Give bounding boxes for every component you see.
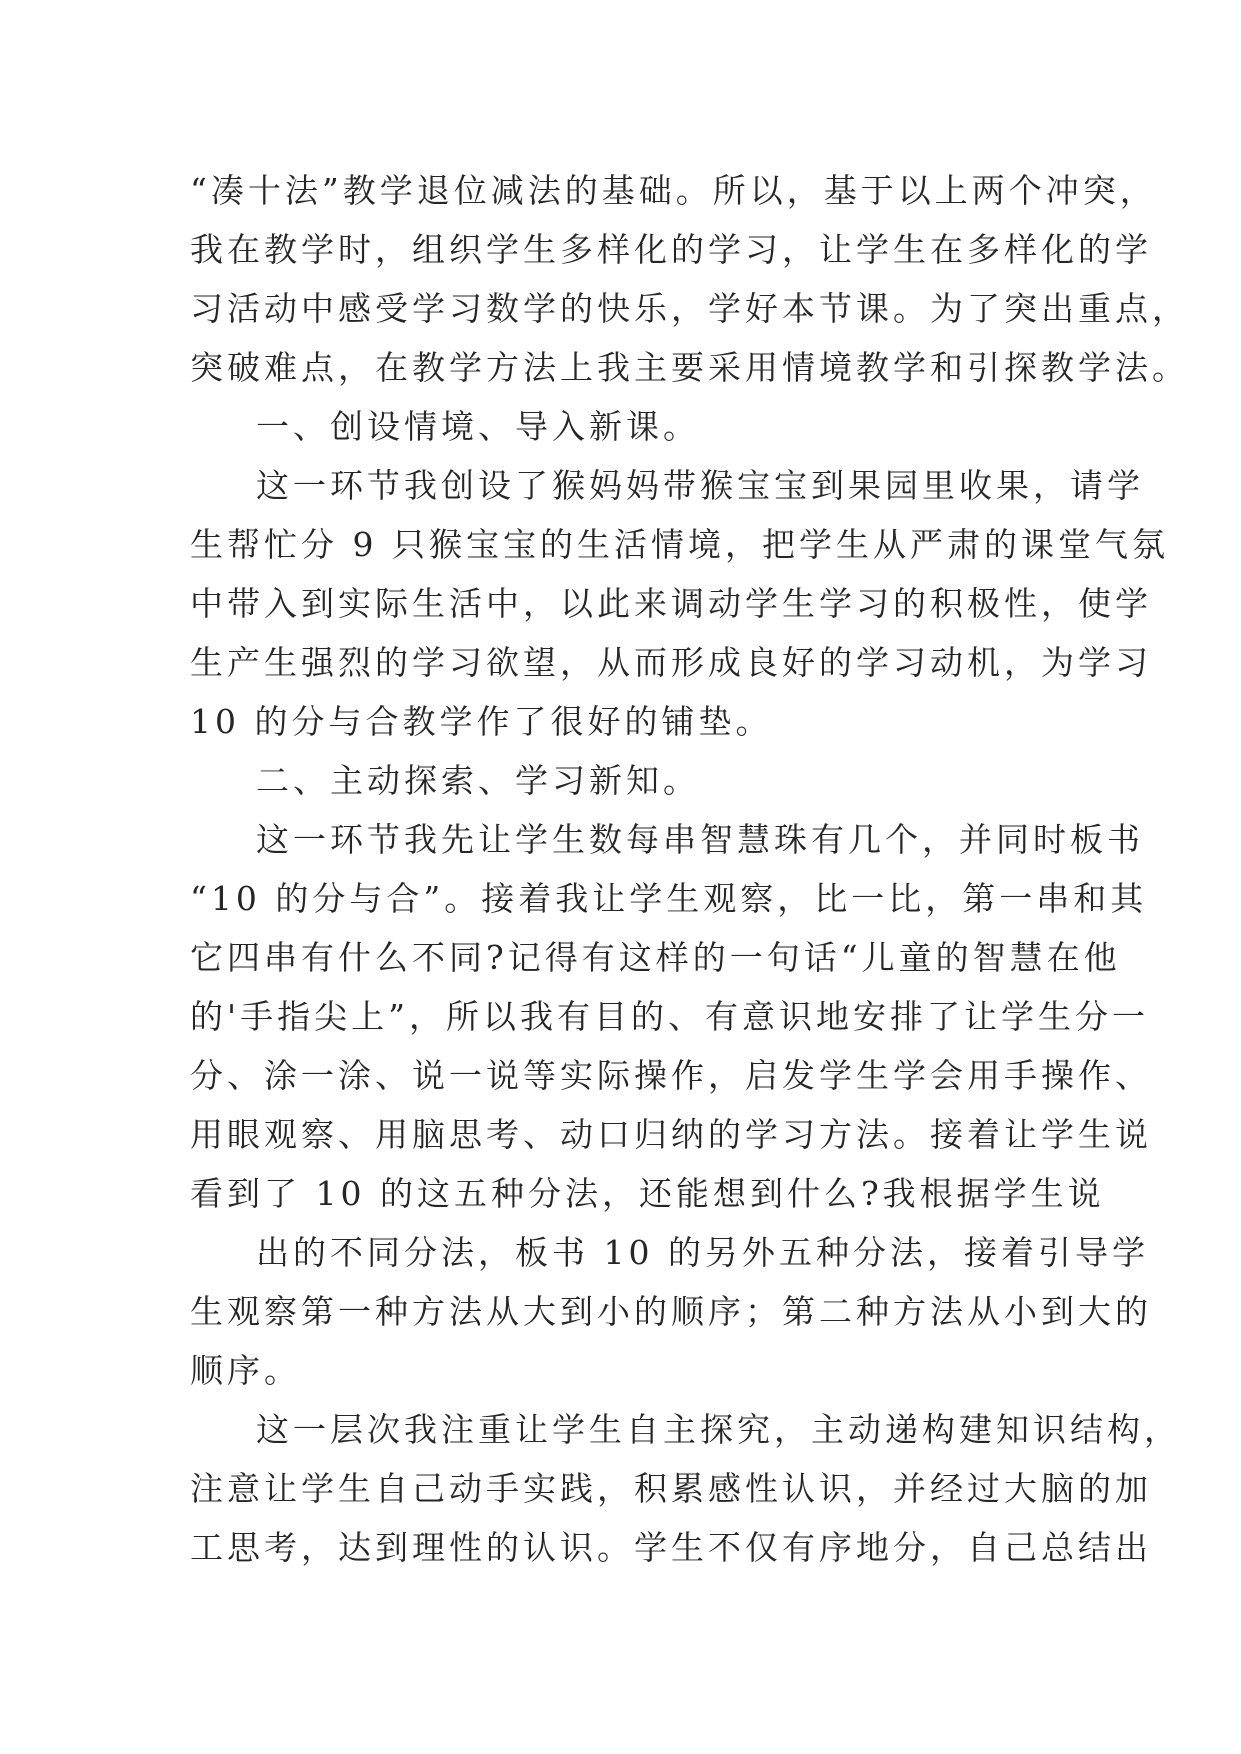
text-line: 用眼观察、用脑思考、动口归纳的学习方法。接着让学生说: [190, 1115, 1152, 1154]
text-line: 工思考，达到理性的认识。学生不仅有序地分，自己总结出: [190, 1528, 1152, 1567]
text-line: 10 的分与合教学作了很好的铺垫。: [190, 702, 773, 741]
section-heading: 二、主动探索、学习新知。: [256, 761, 700, 800]
text-line: 出的不同分法，板书 10 的另外五种分法，接着引导学: [256, 1233, 1149, 1272]
text-line: “凑十法”教学退位减法的基础。所以，基于以上两个冲突，: [190, 171, 1157, 210]
text-line: 生观察第一种方法从大到小的顺序；第二种方法从小到大的: [190, 1292, 1152, 1331]
text-line: 习活动中感受学习数学的快乐，学好本节课。为了突出重点，: [190, 289, 1189, 328]
text-line: 看到了 10 的这五种分法，还能想到什么?我根据学生说: [190, 1174, 1105, 1213]
text-line: 分、涂一涂、说一说等实际操作，启发学生学会用手操作、: [190, 1056, 1152, 1095]
text-line: 这一环节我先让学生数每串智慧珠有几个，并同时板书: [256, 820, 1144, 859]
text-line: 注意让学生自己动手实践，积累感性认识，并经过大脑的加: [190, 1469, 1152, 1508]
text-line: 中带入到实际生活中，以此来调动学生学习的积极性，使学: [190, 584, 1152, 623]
text-line: 这一环节我创设了猴妈妈带猴宝宝到果园里收果，请学: [256, 466, 1144, 505]
text-line: 它四串有什么不同?记得有这样的一句话“儿童的智慧在他: [190, 938, 1121, 977]
text-line: 生帮忙分 9 只猴宝宝的生活情境，把学生从严肃的课堂气氛: [190, 525, 1169, 564]
text-line: 生产生强烈的学习欲望，从而形成良好的学习动机，为学习: [190, 643, 1152, 682]
text-line: 我在教学时，组织学生多样化的学习，让学生在多样化的学: [190, 230, 1152, 269]
text-line: 突破难点，在教学方法上我主要采用情境教学和引探教学法。: [190, 348, 1189, 387]
text-line: 的'手指尖上”，所以我有目的、有意识地安排了让学生分一: [190, 997, 1149, 1036]
text-line: 顺序。: [190, 1351, 301, 1390]
section-heading: 一、创设情境、导入新课。: [256, 407, 700, 446]
text-line: “10 的分与合”。接着我让学生观察，比一比，第一串和其: [190, 879, 1148, 918]
text-line: 这一层次我注重让学生自主探究，主动递构建知识结构，: [256, 1410, 1181, 1449]
